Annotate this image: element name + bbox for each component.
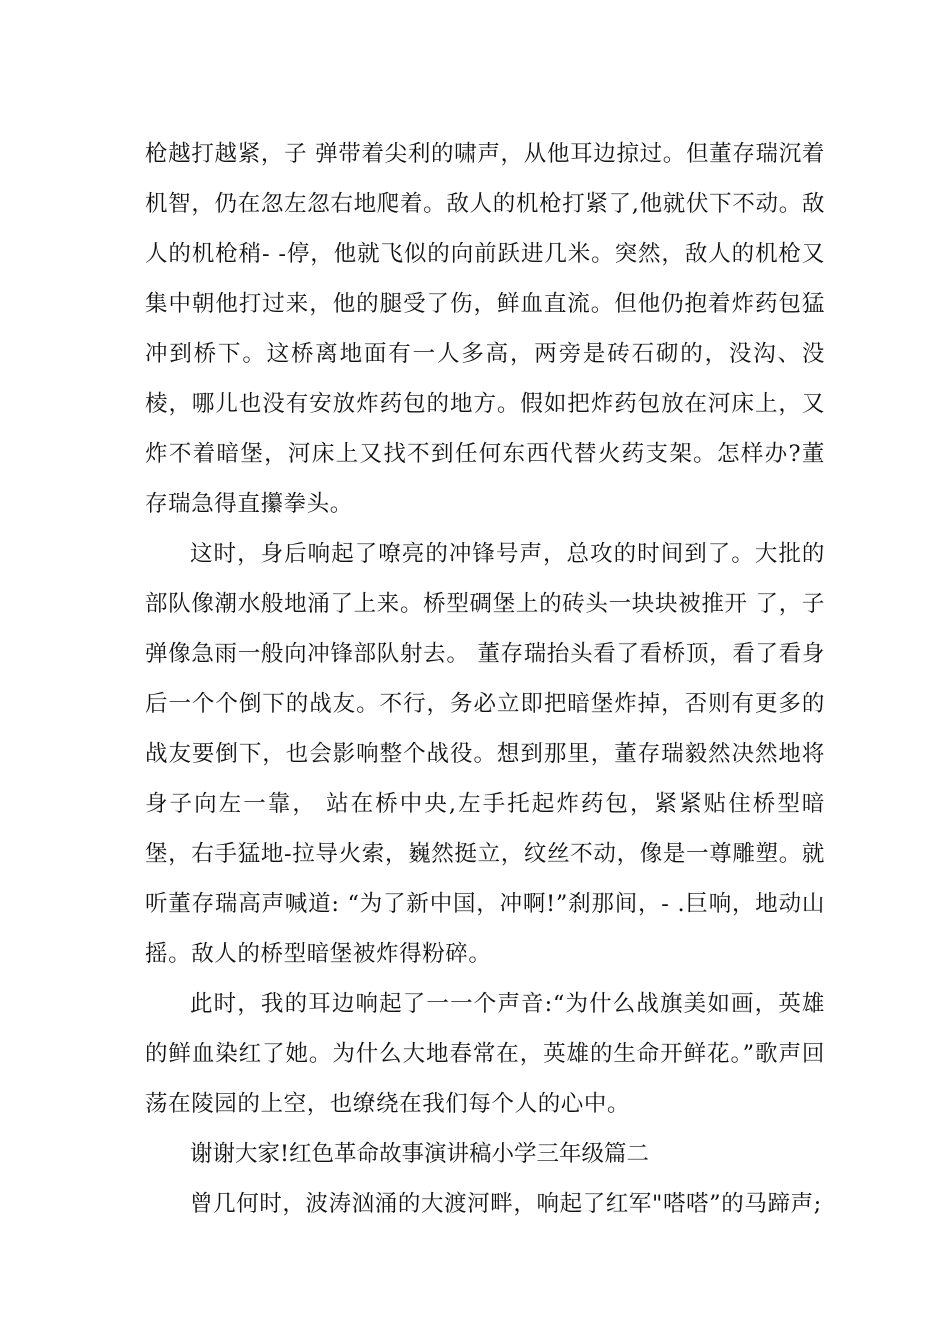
paragraph-4: 曾几何时，波涛汹涌的大渡河畔，响起了红军"嗒嗒”的马蹄声; [190,1191,822,1217]
section-heading: 谢谢大家!红色革命故事演讲稿小学三年级篇二 [190,1141,650,1167]
paragraph-3: 此时，我的耳边响起了一一个声音:“为什么战旗美如画，英雄的鲜血染红了她。为什么大地春常在，英雄的生命开鲜花。”歌声回荡在陵园的上空，也缭绕在我们每个人的心中。 [145,991,825,1117]
paragraph-1: 枪越打越紧，子 弹带着尖利的啸声，从他耳边掠过。但董存瑞沉着机智，仍在忽左忽右地爬着。敌人的机枪打紧了,他就伏下不动。敌人的机枪稍- -停，他就飞似的向前跃进几米。突然，敌人的机枪又集中朝他打过来，他的腿受了伤，鲜血直流。但他仍抱着炸药包猛冲到桥下。这桥离地面有一人多高，两旁是砖石砌的，没沟、没棱，哪儿也没有安放炸药包的地方。假如把炸药包放在河床上，又炸不着暗堡，河床上又找不到任何东西代替火药支架。怎样办?董存瑞急得直攥拳头。 [145,141,825,517]
document-body [145,129,825,1229]
paragraph-2: 这时，身后响起了嘹亮的冲锋号声，总攻的时间到了。大批的部队像潮水般地涌了上来。桥型碉堡上的砖头一块块被推开 了，子弹像急雨一般向冲锋部队射去。 董存瑞抬头看了看桥顶，看了看身后一个个倒下的战友。不行，务必立即把暗堡炸掉，否则有更多的战友要倒下，也会影响整个战役。想到那里，董存瑞毅然决然地将身子向左一靠， 站在桥中央,左手托起炸药包，紧紧贴住桥型暗堡，右手猛地-拉导火索，巍然挺立，纹丝不动，像是一尊雕塑。就听董存瑞高声喊道: “为了新中国，冲啊!”刹那间，- .巨响，地动山摇。敌人的桥型暗堡被炸得粉碎。 [145,541,825,967]
